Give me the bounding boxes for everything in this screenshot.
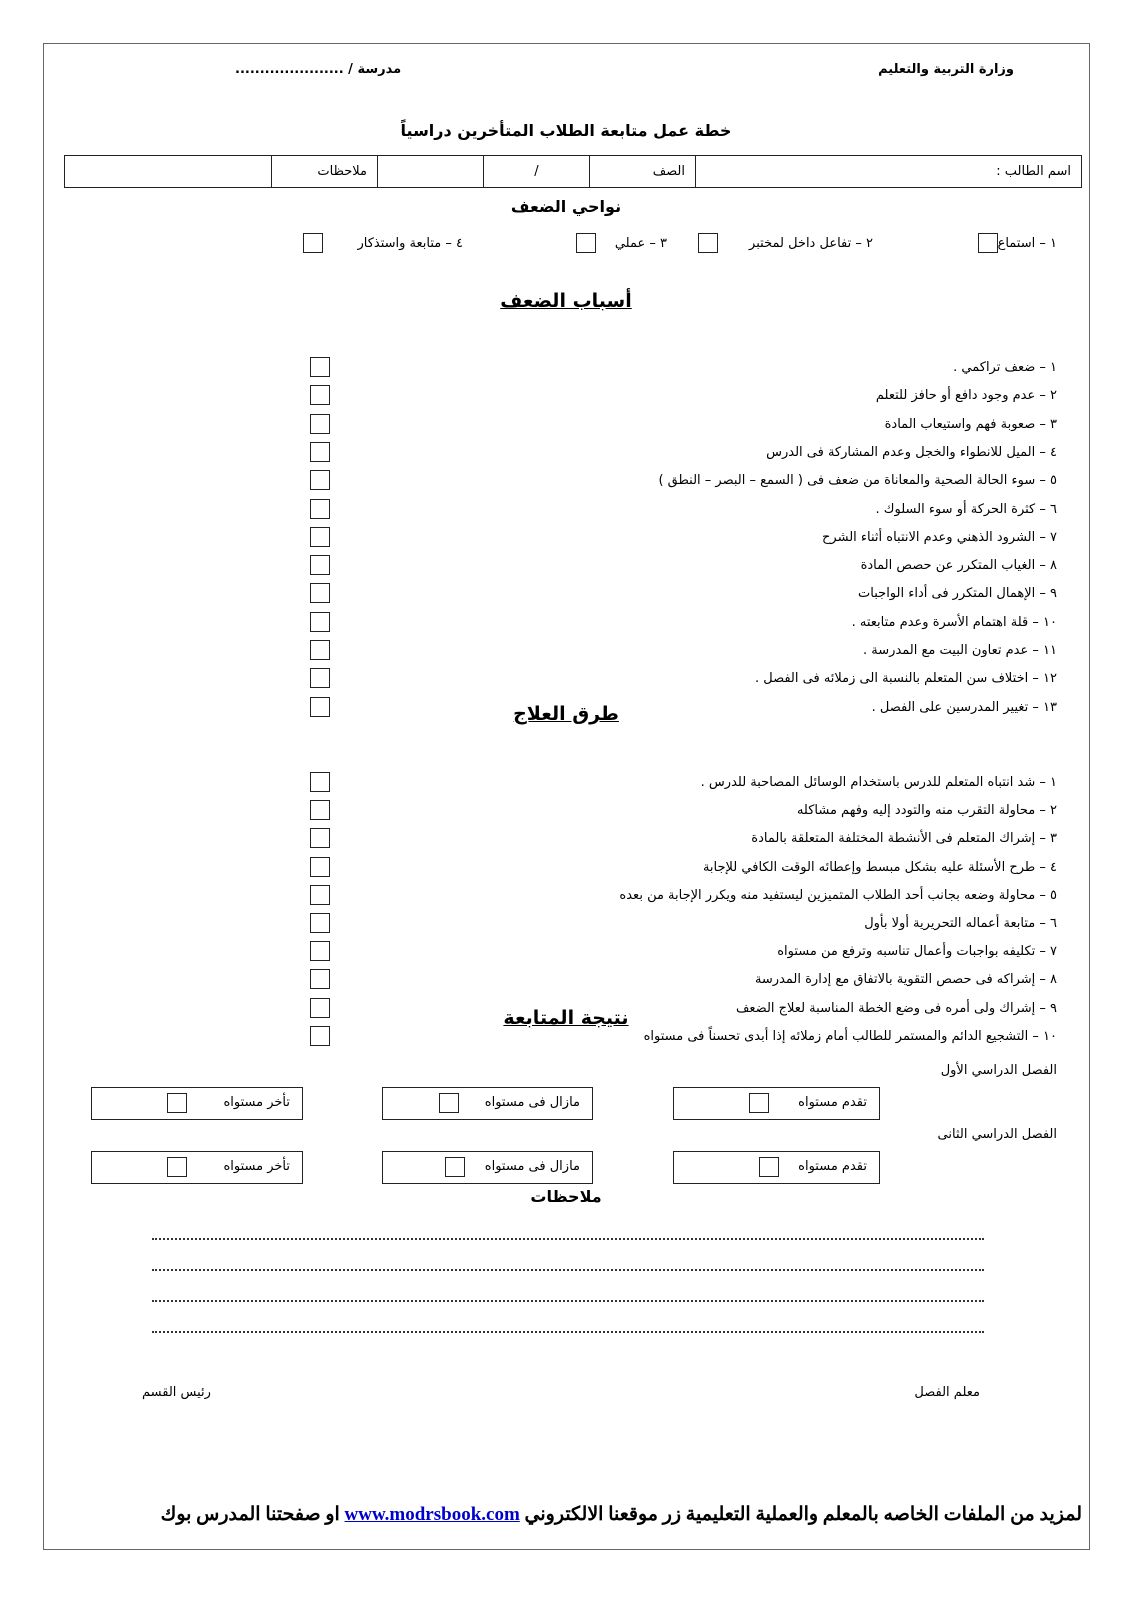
weakness-area-checkbox[interactable]	[303, 233, 323, 253]
result-heading: نتيجة المتابعة	[503, 1007, 629, 1029]
term2-progress-checkbox[interactable]	[759, 1157, 779, 1177]
weakness-causes-heading: أسباب الضعف	[500, 290, 632, 312]
option-label: مازال فى مستواه	[484, 1159, 580, 1174]
cause-checkbox[interactable]	[310, 668, 330, 688]
school-field: مدرسة / ......................	[235, 62, 402, 77]
term1-decline-option[interactable]	[91, 1087, 303, 1120]
treatment-checkbox[interactable]	[310, 800, 330, 820]
term2-progress-option[interactable]	[673, 1151, 880, 1184]
footer-text-after: او صفحتنا المدرس بوك	[160, 1504, 340, 1525]
treatment-label: ٣ – إشراك المتعلم فى الأنشطة المختلفة المتعلقة بالمادة	[751, 831, 1057, 847]
treatment-label: ١ – شد انتباه المتعلم للدرس باستخدام الوسائل المصاحبة للدرس .	[700, 775, 1057, 790]
cause-checkbox[interactable]	[310, 555, 330, 575]
notes-label: ملاحظات	[317, 164, 367, 179]
class-label-cell	[590, 156, 696, 188]
treatment-checkbox[interactable]	[310, 885, 330, 905]
cause-label: ٥ – سوء الحالة الصحية والمعاناة من ضعف فى ( السمع – البصر – النطق )	[658, 473, 1057, 489]
cause-label: ٣ – صعوبة فهم واستيعاب المادة	[884, 416, 1057, 432]
treatment-checkbox[interactable]	[310, 857, 330, 877]
weakness-area-checkbox[interactable]	[978, 233, 998, 253]
term1-progress-checkbox[interactable]	[749, 1093, 769, 1113]
treatment-checkbox[interactable]	[310, 913, 330, 933]
page-title: خطة عمل متابعة الطلاب المتأخرين دراسياً	[400, 121, 732, 140]
term2-same-checkbox[interactable]	[445, 1157, 465, 1177]
treatment-label: ٢ – محاولة التقرب منه والتودد إليه وفهم مشاكله	[796, 803, 1057, 819]
notes-line[interactable]	[152, 1300, 984, 1302]
notes-heading: ملاحظات	[530, 1187, 602, 1206]
cause-label: ٨ – الغياب المتكرر عن حصص المادة	[860, 558, 1057, 574]
term1-same-option[interactable]	[382, 1087, 593, 1120]
treatment-label: ٥ – محاولة وضعه بجانب أحد الطلاب المتميزين ليستفيد منه ويكرر الإجابة من بعده	[619, 887, 1057, 903]
website-link[interactable]: www.modrsbook.com	[344, 1504, 520, 1525]
weakness-area-label: ٣ – عملي	[614, 236, 667, 251]
footer	[60, 1503, 1082, 1526]
treatment-label: ٤ – طرح الأسئلة عليه بشكل مبسط وإعطائه الوقت الكافي للإجابة	[702, 859, 1057, 875]
option-label: تقدم مستواه	[798, 1095, 867, 1110]
ministry-name: وزارة التربية والتعليم	[878, 62, 1014, 77]
class-value-cell[interactable]	[378, 156, 484, 188]
teacher-signature-label: معلم الفصل	[914, 1385, 980, 1400]
treatment-checkbox[interactable]	[310, 969, 330, 989]
weakness-areas-heading: نواحي الضعف	[510, 197, 622, 216]
option-label: تأخر مستواه	[223, 1095, 290, 1110]
notes-line[interactable]	[152, 1331, 984, 1333]
page-border	[43, 43, 1090, 1550]
cause-label: ١١ – عدم تعاون البيت مع المدرسة .	[863, 643, 1057, 658]
cause-label: ٩ – الإهمال المتكرر فى أداء الواجبات	[858, 586, 1057, 602]
cause-checkbox[interactable]	[310, 640, 330, 660]
treatment-label: ٦ – متابعة أعماله التحريرية أولا بأول	[864, 916, 1057, 931]
term1-progress-option[interactable]	[673, 1087, 880, 1120]
treatment-heading: طرق العلاج	[513, 703, 619, 725]
cause-label: ١ – ضعف تراكمي .	[953, 360, 1057, 375]
class-slash: /	[534, 164, 539, 179]
student-name-cell[interactable]	[696, 156, 1082, 188]
term1-label: الفصل الدراسي الأول	[940, 1063, 1057, 1078]
weakness-area-checkbox[interactable]	[576, 233, 596, 253]
cause-checkbox[interactable]	[310, 527, 330, 547]
cause-label: ٧ – الشرود الذهني وعدم الانتباه أثناء الشرح	[822, 529, 1057, 545]
cause-label: ١٠ – قلة اهتمام الأسرة وعدم متابعته .	[851, 614, 1057, 630]
footer-text-before: لمزيد من الملفات الخاصه بالمعلم والعملية التعليمية زر موقعنا الالكتروني	[524, 1504, 1082, 1525]
option-label: مازال فى مستواه	[484, 1095, 580, 1110]
notes-line[interactable]	[152, 1238, 984, 1240]
class-slash-cell[interactable]	[484, 156, 590, 188]
weakness-area-label: ٤ – متابعة واستذكار	[357, 236, 463, 251]
option-label: تأخر مستواه	[223, 1159, 290, 1174]
notes-line[interactable]	[152, 1269, 984, 1271]
cause-checkbox[interactable]	[310, 385, 330, 405]
term2-decline-checkbox[interactable]	[167, 1157, 187, 1177]
cause-checkbox[interactable]	[310, 442, 330, 462]
cause-checkbox[interactable]	[310, 499, 330, 519]
notes-label-cell	[272, 156, 378, 188]
term1-same-checkbox[interactable]	[439, 1093, 459, 1113]
weakness-area-label: ١ – استماع	[997, 236, 1057, 251]
treatment-label: ٩ – إشراك ولى أمره فى وضع الخطة المناسبة لعلاج الضعف	[735, 1000, 1057, 1016]
term2-label: الفصل الدراسي الثانى	[937, 1127, 1057, 1142]
cause-label: ٤ – الميل للانطواء والخجل وعدم المشاركة فى الدرس	[766, 444, 1057, 460]
cause-label: ١٣ – تغيير المدرسين على الفصل .	[871, 699, 1057, 715]
cause-checkbox[interactable]	[310, 357, 330, 377]
head-signature-label: رئيس القسم	[142, 1385, 211, 1400]
treatment-label: ١٠ – التشجيع الدائم والمستمر للطالب أمام زملائه إذا أبدى تحسناً فى مستواه	[643, 1028, 1057, 1044]
weakness-area-label: ٢ – تفاعل داخل لمختبر	[749, 236, 873, 251]
cause-checkbox[interactable]	[310, 414, 330, 434]
cause-checkbox[interactable]	[310, 612, 330, 632]
cause-label: ٦ – كثرة الحركة أو سوء السلوك .	[875, 501, 1057, 517]
treatment-label: ٧ – تكليفه بواجبات وأعمال تناسبه وترفع من مستواه	[777, 944, 1057, 960]
cause-label: ١٢ – اختلاف سن المتعلم بالنسبة الى زملائه فى الفصل .	[754, 671, 1057, 687]
weakness-area-checkbox[interactable]	[698, 233, 718, 253]
treatment-checkbox[interactable]	[310, 941, 330, 961]
treatment-label: ٨ – إشراكه فى حصص التقوية بالاتفاق مع إدارة المدرسة	[754, 972, 1057, 988]
term2-same-option[interactable]	[382, 1151, 593, 1184]
treatment-checkbox[interactable]	[310, 772, 330, 792]
student-info-table	[64, 155, 1082, 188]
notes-value-cell[interactable]	[65, 156, 272, 188]
term2-decline-option[interactable]	[91, 1151, 303, 1184]
cause-checkbox[interactable]	[310, 583, 330, 603]
term1-decline-checkbox[interactable]	[167, 1093, 187, 1113]
class-label: الصف	[652, 164, 685, 179]
student-name-label: اسم الطالب :	[996, 164, 1071, 179]
option-label: تقدم مستواه	[798, 1159, 867, 1174]
cause-checkbox[interactable]	[310, 470, 330, 490]
cause-label: ٢ – عدم وجود دافع أو حافز للتعلم	[875, 388, 1057, 404]
treatment-checkbox[interactable]	[310, 828, 330, 848]
